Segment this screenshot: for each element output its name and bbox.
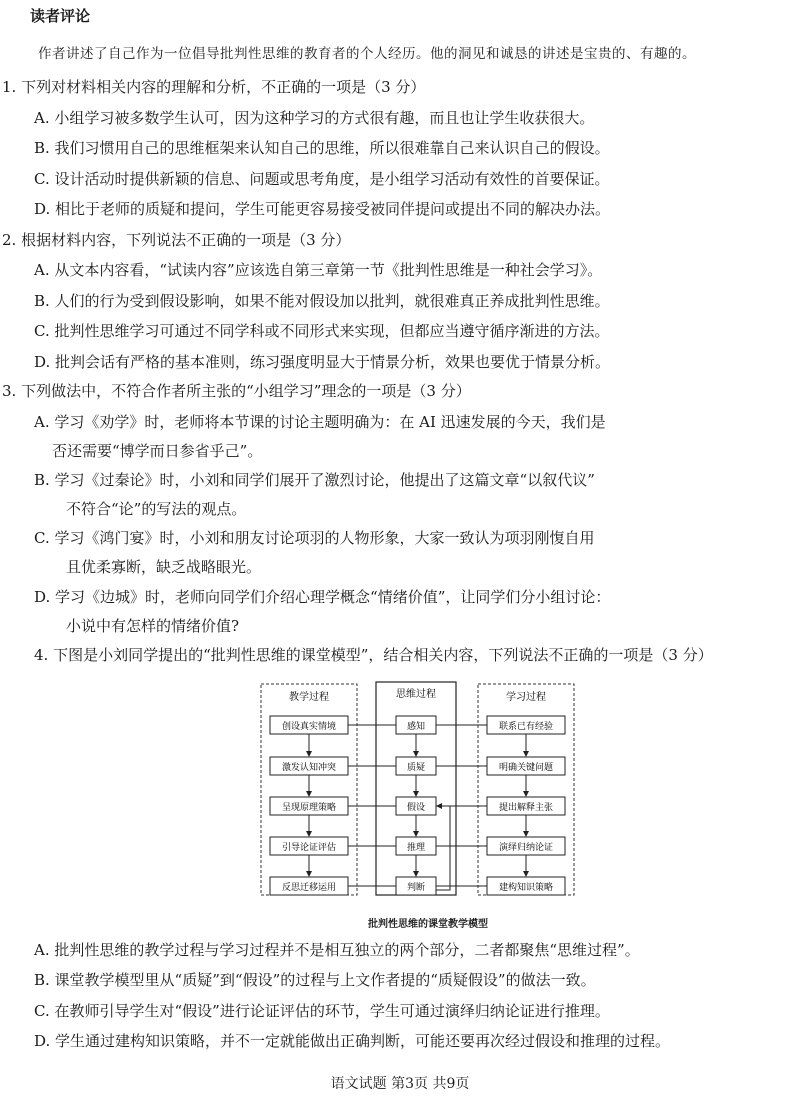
q2-option-b: B. 人们的行为受到假设影响，如果不能对假设加以批判，就很难真正养成批判性思维。 xyxy=(34,292,610,310)
q3-option-d-cont: 小说中有怎样的情绪价值? xyxy=(66,617,240,635)
intro-text: 作者讲述了自己作为一位倡导批判性思维的教育者的个人经历。他的洞见和诚恳的讲述是宝贵的、有趣的。 xyxy=(38,46,696,62)
q1-stem: 1. 下列对材料相关内容的理解和分析，不正确的一项是（3 分） xyxy=(2,78,426,96)
classroom-model-diagram xyxy=(258,680,576,916)
teaching-step-5: 反思迁移运用 xyxy=(281,883,337,893)
q3-option-c: C. 学习《鸿门宴》时，小刘和朋友讨论项羽的人物形象，大家一致认为项羽刚愎自用 xyxy=(34,529,595,547)
diagram-caption: 批判性思维的课堂教学模型 xyxy=(368,919,488,930)
thinking-step-4: 推理 xyxy=(406,843,426,853)
q2-option-d: D. 批判会话有严格的基本准则，练习强度明显大于情景分析，效果也要优于情景分析。 xyxy=(34,353,611,371)
q3-option-c-cont: 且优柔寡断，缺乏战略眼光。 xyxy=(66,558,262,576)
q3-option-b-cont: 不符合“论”的写法的观点。 xyxy=(66,500,247,518)
q1-option-a: A. 小组学习被多数学生认可，因为这种学习的方式很有趣，而且也让学生收获很大。 xyxy=(34,109,595,127)
teaching-title: 教学过程 xyxy=(289,692,329,703)
thinking-step-2: 质疑 xyxy=(406,763,426,773)
diagram-svg xyxy=(258,680,576,916)
q3-option-d: D. 学习《边城》时，老师向同学们介绍心理学概念“情绪价值”，让同学们分小组讨论： xyxy=(34,588,611,606)
q2-option-a: A. 从文本内容看，“试读内容”应该选自第三章第一节《批判性思维是一种社会学习》。 xyxy=(34,261,603,279)
q4-option-a: A. 批判性思维的教学过程与学习过程并不是相互独立的两个部分，二者都聚焦“思维过程”。 xyxy=(34,941,640,959)
q1-option-d: D. 相比于老师的质疑和提问，学生可能更容易接受被同伴提问或提出不同的解决办法。 xyxy=(34,200,611,218)
thinking-step-5: 判断 xyxy=(406,883,426,893)
q2-stem: 2. 根据材料内容，下列说法不正确的一项是（3 分） xyxy=(2,231,351,249)
teaching-step-2: 激发认知冲突 xyxy=(281,763,337,773)
q4-option-b: B. 课堂教学模型里从“质疑”到“假设”的过程与上文作者提的“质疑假设”的做法一致。 xyxy=(34,971,596,989)
page-footer: 语文试题 第3页 共9页 xyxy=(330,1076,470,1092)
learning-step-2: 明确关键问题 xyxy=(498,763,554,773)
thinking-step-1: 感知 xyxy=(406,722,426,732)
q1-option-b: B. 我们习惯用自己的思维框架来认知自己的思维，所以很难靠自己来认识自己的假设。 xyxy=(34,139,610,157)
learning-step-3: 提出解释主张 xyxy=(498,803,554,813)
q1-option-c: C. 设计活动时提供新颖的信息、问题或思考角度，是小组学习活动有效性的首要保证。 xyxy=(34,170,610,188)
teaching-step-3: 呈现原理策略 xyxy=(281,803,337,813)
learning-step-5: 建构知识策略 xyxy=(498,883,554,893)
learning-step-1: 联系已有经验 xyxy=(498,722,554,732)
q4-stem: 4. 下图是小刘同学提出的“批判性思维的课堂模型”，结合相关内容，下列说法不正确的一项是（3 分） xyxy=(34,646,713,664)
thinking-step-3: 假设 xyxy=(406,803,426,813)
learning-step-4: 演绎归纳论证 xyxy=(498,843,554,853)
q3-option-a-cont: 否还需要“博学而日参省乎己”。 xyxy=(52,442,263,460)
q3-option-b: B. 学习《过秦论》时，小刘和同学们展开了激烈讨论，他提出了这篇文章“以叙代议” xyxy=(34,471,595,489)
teaching-step-1: 创设真实情境 xyxy=(281,722,337,732)
section-title: 读者评论 xyxy=(30,7,91,25)
q3-stem: 3. 下列做法中，不符合作者所主张的“小组学习”理念的一项是（3 分） xyxy=(2,382,471,400)
q3-option-a: A. 学习《劝学》时，老师将本节课的讨论主题明确为：在 AI 迅速发展的今天，我们是 xyxy=(34,413,606,431)
teaching-step-4: 引导论证评估 xyxy=(281,843,337,853)
q4-option-d: D. 学生通过建构知识策略，并不一定就能做出正确判断，可能还要再次经过假设和推理的过程。 xyxy=(34,1032,671,1050)
thinking-title: 思维过程 xyxy=(396,689,436,700)
q2-option-c: C. 批判性思维学习可通过不同学科或不同形式来实现，但都应当遵守循序渐进的方法。 xyxy=(34,322,610,340)
learning-title: 学习过程 xyxy=(506,692,546,703)
q4-option-c: C. 在教师引导学生对“假设”进行论证评估的环节，学生可通过演绎归纳论证进行推理。 xyxy=(34,1002,610,1020)
feedback-loop xyxy=(436,806,450,890)
